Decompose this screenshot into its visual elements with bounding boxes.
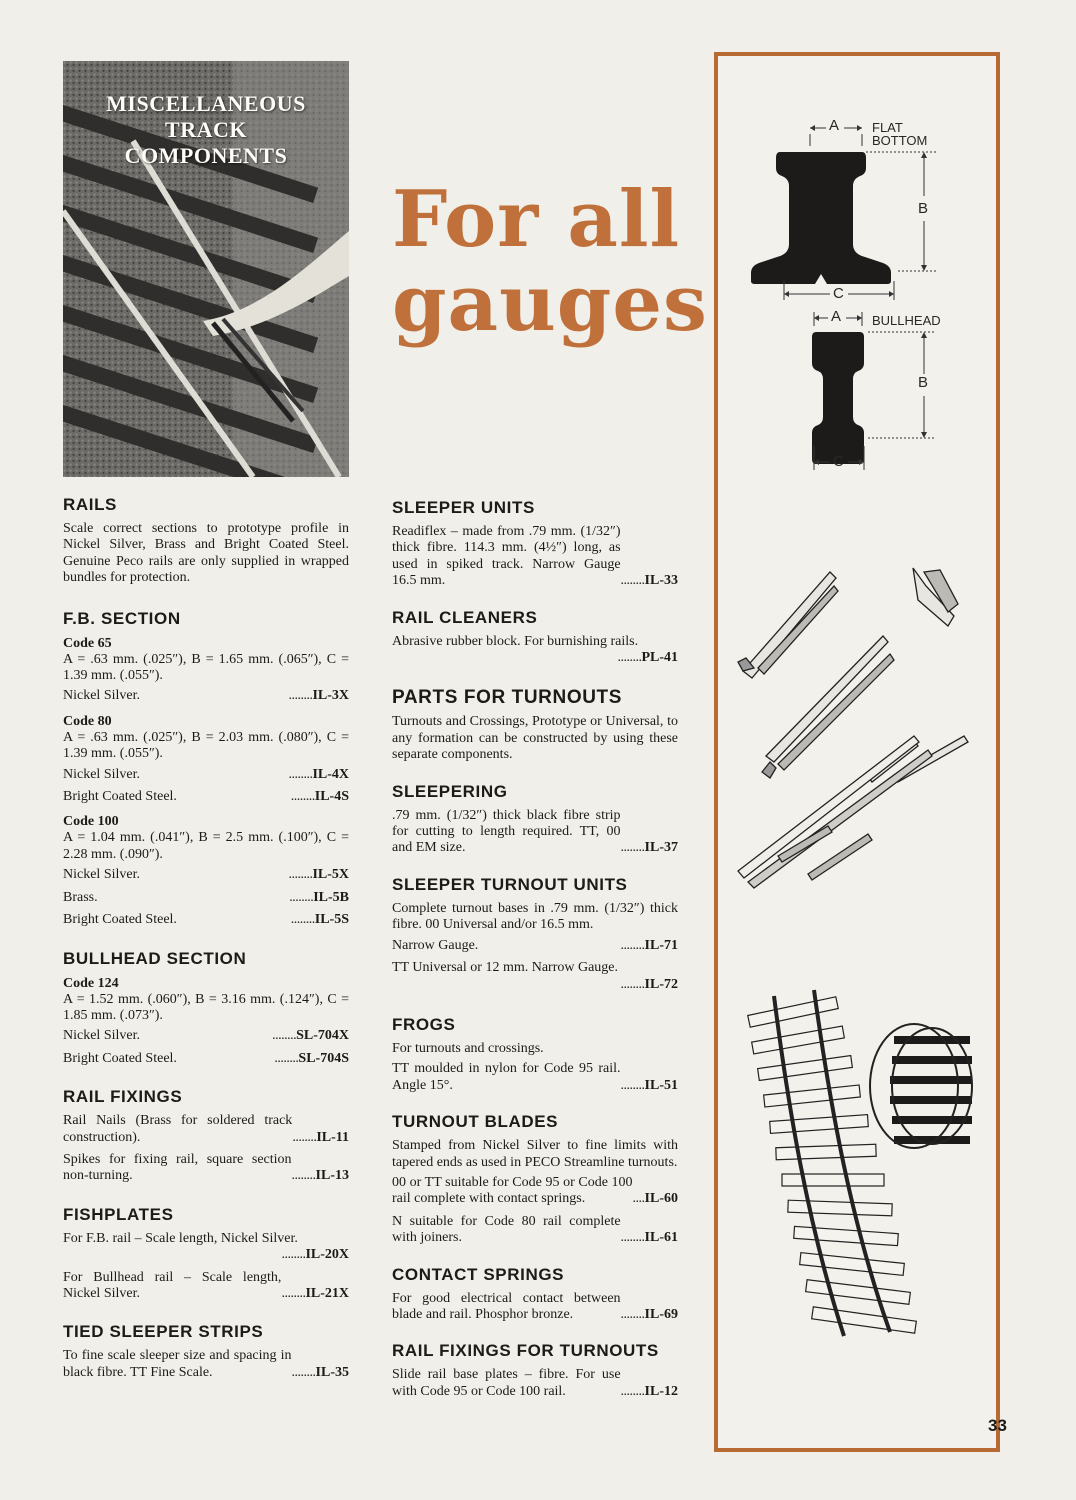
catalogue-number: IL-5B [313, 889, 349, 905]
item-label: .79 mm. (1/32″) thick black fibre strip for cutting to length required. TT, 00 and EM size. [392, 807, 621, 856]
flat-bottom-label [872, 121, 927, 147]
rail-fixings-turnouts-section [392, 1341, 678, 1400]
section-title: FISHPLATES [63, 1204, 174, 1224]
code-label: Code 80 [63, 713, 112, 729]
rail-cleaners-section [392, 608, 678, 667]
parts-turnouts-section [392, 688, 678, 763]
catalogue-number: IL-4S [314, 789, 349, 805]
item-label: TT Universal or 12 mm. Narrow Gauge. [392, 960, 619, 976]
section-title: RAIL CLEANERS [392, 607, 538, 627]
item-label: Slide rail base plates – fibre. For use with Code 95 or Code 100 rail. [392, 1367, 621, 1399]
track-photo [63, 61, 349, 477]
catalogue-item: Abrasive rubber block. For burnishing rails. ........PL-41 [392, 633, 678, 666]
catalogue-item: Nickel Silver. ........SL-704X [63, 1028, 349, 1044]
photo-title-line: COMPONENTS [124, 143, 288, 168]
illustration-panel [714, 52, 1000, 1452]
section-title: CONTACT SPRINGS [392, 1264, 565, 1284]
catalogue-number: IL-51 [644, 1077, 678, 1093]
catalogue-number: IL-11 [316, 1129, 349, 1145]
catalogue-item: For good electrical contact between blade and rail. Phosphor bronze. ........IL-69 [392, 1290, 678, 1322]
code-label: Code 65 [63, 635, 112, 651]
rail-fixings-section [63, 1087, 349, 1185]
dimensions: A = 1.52 mm. (.060″), B = 3.16 mm. (.124″), C = 1.85 mm. (.073″). [63, 991, 349, 1023]
page-number: 33 [988, 1416, 1007, 1435]
section-title: SLEEPERING [392, 781, 508, 801]
catalogue-number: SL-704S [298, 1050, 349, 1066]
section-title: BULLHEAD SECTION [63, 948, 247, 968]
flat-bottom-rail-profile [751, 125, 936, 300]
dimensions: A = 1.04 mm. (.041″), B = 2.5 mm. (.100″), C = 2.28 mm. (.090″). [63, 830, 349, 862]
item-label: TT moulded in nylon for Code 95 rail. Angle 15°. [392, 1061, 621, 1093]
dimension-a-label: A [829, 117, 840, 134]
item-label: 00 or TT suitable for Code 95 or Code 100 rail complete with contact springs. [392, 1174, 633, 1207]
catalogue-item: Slide rail base plates – fibre. For use with Code 95 or Code 100 rail. ........IL-12 [392, 1367, 678, 1399]
rails-section [63, 495, 349, 587]
catalogue-item: Bright Coated Steel. ........IL-4S [63, 789, 349, 805]
section-title: SLEEPER UNITS [392, 498, 535, 517]
catalogue-number: IL-21X [305, 1285, 349, 1301]
catalogue-item: Brass. ........IL-5B [63, 889, 349, 905]
section-title: RAIL FIXINGS [63, 1087, 183, 1107]
section-title: F.B. SECTION [63, 608, 181, 628]
sleeper-track-drawing [748, 990, 972, 1336]
dimension-c-label: C [833, 453, 844, 470]
section-description: Stamped from Nickel Silver to fine limits with tapered ends as used in PECO Streamline turnouts. [392, 1138, 678, 1170]
item-label: Nickel Silver. [63, 1028, 140, 1044]
catalogue-item: Nickel Silver. ........IL-3X [63, 688, 349, 704]
item-label: For good electrical contact between blade and rail. Phosphor bronze. [392, 1290, 621, 1322]
tied-sleeper-section [63, 1322, 349, 1381]
photo-title [63, 91, 349, 169]
item-label: Nickel Silver. [63, 867, 140, 883]
flat-bottom-label-line: BOTTOM [872, 133, 928, 148]
flat-bottom-label-line: FLAT [872, 120, 903, 135]
contact-springs-section [392, 1265, 678, 1324]
photo-title-line: MISCELLANEOUS [106, 91, 306, 116]
catalogue-number: IL-3X [312, 688, 349, 704]
item-label: Bright Coated Steel. [63, 912, 177, 928]
catalogue-item: 00 or TT suitable for Code 95 or Code 100 rail complete with contact springs. ....IL-60 [392, 1174, 678, 1207]
headline-line-1: For all [392, 174, 681, 265]
catalogue-number: IL-5X [312, 867, 349, 883]
item-label: N suitable for Code 80 rail complete with joiners. [392, 1213, 621, 1246]
catalogue-item: For F.B. rail – Scale length, Nickel Silver. ........IL-20X [63, 1230, 349, 1263]
catalogue-number: IL-37 [644, 840, 678, 856]
sleeper-turnout-section [392, 875, 678, 993]
item-label: Brass. [63, 889, 98, 905]
catalogue-item: Nickel Silver. ........IL-5X [63, 867, 349, 883]
catalogue-item: Bright Coated Steel. ........IL-5S [63, 912, 349, 928]
section-description: For turnouts and crossings. [392, 1040, 544, 1056]
item-label: For Bullhead rail – Scale length, Nickel Silver. [63, 1269, 282, 1301]
left-column [63, 495, 349, 1395]
sleeper-units-section [392, 498, 678, 590]
catalogue-item: TT moulded in nylon for Code 95 rail. Angle 15°. ........IL-51 [392, 1061, 678, 1093]
catalogue-item: Bright Coated Steel. ........SL-704S [63, 1050, 349, 1066]
fishplates-section [63, 1205, 349, 1303]
section-description: Turnouts and Crossings, Prototype or Universal, to any formation can be constructed by using these separate components. [392, 714, 678, 763]
item-label: Narrow Gauge. [392, 937, 479, 953]
headline [392, 174, 708, 349]
catalogue-number: IL-72 [644, 976, 678, 992]
rail-profile-diagrams [718, 56, 996, 1448]
catalogue-item: To fine scale sleeper size and spacing in black fibre. TT Fine Scale. ........IL-35 [63, 1348, 349, 1380]
catalogue-number: PL-41 [641, 650, 678, 666]
code-label: Code 100 [63, 814, 119, 830]
catalogue-item: Nickel Silver. ........IL-4X [63, 766, 349, 782]
section-title: TIED SLEEPER STRIPS [63, 1322, 264, 1342]
dimension-b-label: B [918, 200, 929, 217]
fb-section [63, 609, 349, 929]
item-label: Rail Nails (Brass for soldered track construction). [63, 1113, 293, 1145]
catalogue-item: Rail Nails (Brass for soldered track construction). ........IL-11 [63, 1113, 349, 1145]
item-label: Bright Coated Steel. [63, 789, 177, 805]
section-title: PARTS FOR TURNOUTS [392, 687, 622, 709]
item-label: Nickel Silver. [63, 688, 140, 704]
catalogue-number: IL-13 [315, 1168, 349, 1184]
photo-title-line: TRACK [165, 117, 247, 142]
frogs-section [392, 1015, 678, 1094]
middle-column [392, 498, 678, 1414]
dimension-c-label: C [833, 285, 844, 302]
section-title: RAILS [63, 495, 117, 514]
item-label: Nickel Silver. [63, 766, 140, 782]
dimension-a-label: A [831, 308, 842, 325]
catalogue-number: IL-35 [315, 1364, 349, 1380]
catalogue-item: .79 mm. (1/32″) thick black fibre strip for cutting to length required. TT, 00 and EM size. ........IL-37 [392, 807, 678, 856]
bullhead-label: BULLHEAD [872, 313, 941, 328]
catalogue-number: IL-5S [314, 912, 349, 928]
bullhead-rail-profile [812, 312, 936, 470]
catalogue-number: IL-12 [644, 1383, 678, 1399]
sleepering-section [392, 782, 678, 857]
turnout-parts-drawing [738, 568, 968, 888]
catalogue-item: Narrow Gauge. ........IL-71 [392, 937, 678, 953]
turnout-blades-section [392, 1112, 678, 1246]
item-label: Abrasive rubber block. For burnishing rails. [392, 633, 639, 649]
catalogue-item: N suitable for Code 80 rail complete with joiners. ........IL-61 [392, 1213, 678, 1246]
headline-line-2: gauges [392, 258, 708, 349]
dimensions: A = .63 mm. (.025″), B = 2.03 mm. (.080″), C = 1.39 mm. (.055″). [63, 729, 349, 762]
section-title: FROGS [392, 1014, 456, 1034]
catalogue-item: Spikes for fixing rail, square section non-turning. ........IL-13 [63, 1151, 349, 1184]
dimensions: A = .63 mm. (.025″), B = 1.65 mm. (.065″), C = 1.39 mm. (.055″). [63, 651, 349, 684]
catalogue-item: TT Universal or 12 mm. Narrow Gauge. ........IL-72 [392, 960, 678, 992]
catalogue-item: For Bullhead rail – Scale length, Nickel Silver. ........IL-21X [63, 1269, 349, 1301]
catalogue-number: IL-60 [644, 1191, 678, 1207]
section-title: RAIL FIXINGS FOR TURNOUTS [392, 1341, 659, 1361]
catalogue-number: IL-33 [644, 573, 678, 589]
item-label: Readiflex – made from .79 mm. (1/32″) thick fibre. 114.3 mm. (4½″) long, as used in spiked track. Narrow Gauge 16.5 mm. [392, 524, 621, 589]
section-title: TURNOUT BLADES [392, 1112, 559, 1132]
catalogue-item: Readiflex – made from .79 mm. (1/32″) thick fibre. 114.3 mm. (4½″) long, as used in spiked track. Narrow Gauge 16.5 mm. ........IL-33 [392, 524, 678, 589]
item-label: For F.B. rail – Scale length, Nickel Silver. [63, 1230, 298, 1246]
item-label: Spikes for fixing rail, square section non-turning. [63, 1151, 292, 1184]
catalogue-number: SL-704X [296, 1028, 349, 1044]
bullhead-section [63, 949, 349, 1068]
item-label: To fine scale sleeper size and spacing in black fibre. TT Fine Scale. [63, 1348, 292, 1380]
catalogue-number: IL-4X [312, 766, 349, 782]
catalogue-number: IL-69 [644, 1306, 678, 1322]
item-label: Bright Coated Steel. [63, 1050, 177, 1066]
catalogue-number: IL-71 [644, 937, 678, 953]
code-label: Code 124 [63, 975, 119, 991]
dimension-b-label: B [918, 374, 929, 391]
catalogue-number: IL-20X [305, 1247, 349, 1263]
section-description: Complete turnout bases in .79 mm. (1/32″) thick fibre. 00 Universal and/or 16.5 mm. [392, 900, 678, 933]
section-description: Scale correct sections to prototype profile in Nickel Silver, Brass and Bright Coated Steel. Genuine Peco rails are only supplied in wrapped bundles for protection. [63, 521, 349, 586]
catalogue-number: IL-61 [644, 1230, 678, 1246]
section-title: SLEEPER TURNOUT UNITS [392, 874, 628, 894]
